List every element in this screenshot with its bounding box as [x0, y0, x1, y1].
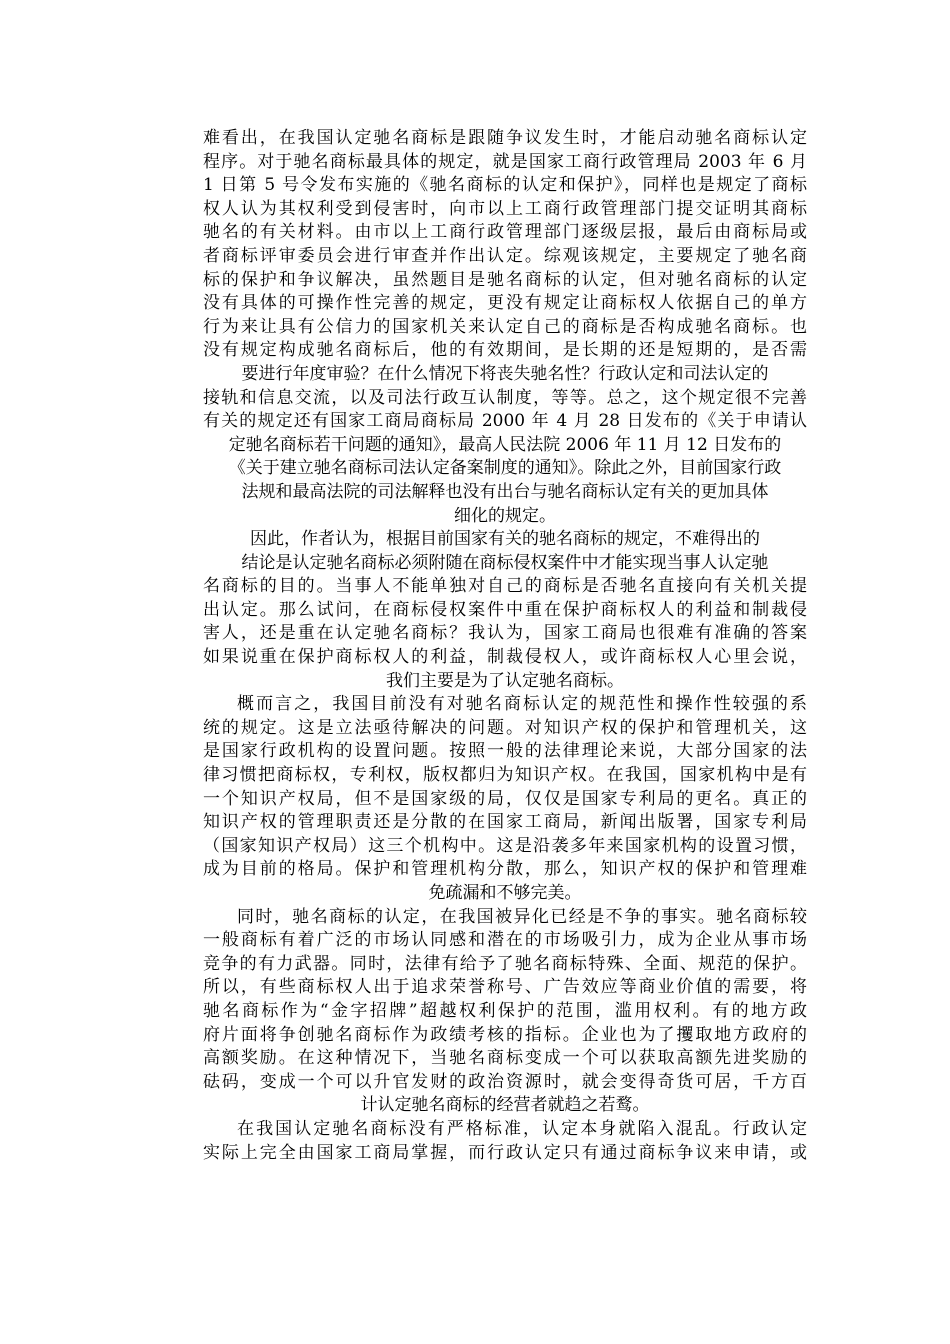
text-line: 接轨和信息交流，以及司法行政互认制度，等等。总之，这个规定很不完善 — [203, 387, 807, 408]
text-line: 一般商标有着广泛的市场认同感和潜在的市场吸引力，成为企业从事市场 — [203, 930, 807, 951]
text-line: 难看出，在我国认定驰名商标是跟随争议发生时，才能启动驰名商标认定 — [203, 128, 807, 148]
text-line: 权人认为其权利受到侵害时，向市以上工商行政管理部门提交证明其商标 — [203, 198, 807, 219]
text-line: 驰名商标作为“金字招牌”超越权利保护的范围，滥用权利。有的地方政 — [203, 1000, 807, 1021]
text-line: 结论是认定驰名商标必须附随在商标侵权案件中才能实现当事人认定驰 — [241, 552, 769, 573]
text-line: 免疏漏和不够完美。 — [428, 883, 582, 903]
text-line: 律习惯把商标权，专利权，版权都归为知识产权。在我国，国家机构中是有 — [203, 765, 807, 786]
document-body — [203, 127, 807, 1165]
text-line: 砝码，变成一个可以升官发财的政治资源时，就会变得奇货可居，千方百 — [203, 1071, 807, 1092]
text-line: 因此，作者认为，根据目前国家有关的驰名商标的规定，不难得出的 — [250, 529, 760, 550]
text-line: 驰名的有关材料。由市以上工商行政管理部门逐级层报，最后由商标局或 — [203, 222, 807, 243]
text-line: 所以，有些商标权人出于追求荣誉称号、广告效应等商业价值的需要，将 — [203, 977, 807, 998]
text-line: 有关的规定还有国家工商局商标局 2000 年 4 月 28 日发布的《关于申请认 — [203, 411, 807, 432]
text-line: 在我国认定驰名商标没有严格标准，认定本身就陷入混乱。行政认定 — [237, 1118, 807, 1139]
text-line: 概而言之，我国目前没有对驰名商标认定的规范性和操作性较强的系 — [237, 694, 807, 715]
text-line: 一个知识产权局，但不是国家级的局，仅仅是国家专利局的更名。真正的 — [203, 788, 807, 809]
text-line: 要进行年度审验？在什么情况下将丧失驰名性？行政认定和司法认定的 — [241, 363, 769, 384]
text-line: 细化的规定。 — [454, 505, 556, 526]
text-line: 同时，驰名商标的认定，在我国被异化已经是不争的事实。驰名商标较 — [237, 906, 807, 927]
text-line: （国家知识产权局）这三个机构中。这是沿袭多年来国家机构的设置习惯， — [203, 835, 807, 856]
text-line: 程序。对于驰名商标最具体的规定，就是国家工商行政管理局 2003 年 6 月 — [203, 151, 807, 172]
text-line: 行为来让具有公信力的国家机关来认定自己的商标是否构成驰名商标。也 — [203, 316, 807, 337]
text-line: 府片面将争创驰名商标作为政绩考核的指标。企业也为了攫取地方政府的 — [203, 1024, 807, 1045]
text-line: 《关于建立驰名商标司法认定备案制度的通知》。除此之外，目前国家行政 — [228, 458, 782, 479]
text-line: 1 日第 5 号令发布实施的《驰名商标的认定和保护》，同样也是规定了商标 — [203, 175, 807, 196]
text-line: 害人，还是重在认定驰名商标？我认为，国家工商局也很难有准确的答案 — [203, 623, 807, 644]
text-line: 计认定驰名商标的经营者就趋之若鹜。 — [360, 1095, 650, 1116]
text-line: 是国家行政机构的设置问题。按照一般的法律理论来说，大部分国家的法 — [203, 741, 807, 762]
text-line: 没有具体的可操作性完善的规定，更没有规定让商标权人依据自己的单方 — [203, 293, 807, 314]
text-line: 成为目前的格局。保护和管理机构分散，那么，知识产权的保护和管理难 — [203, 859, 807, 880]
text-line: 出认定。那么试问，在商标侵权案件中重在保护商标权人的利益和制裁侵 — [203, 599, 807, 620]
text-line: 竞争的有力武器。同时，法律有给予了驰名商标特殊、全面、规范的保护。 — [203, 953, 807, 974]
text-line: 高额奖励。在这种情况下，当驰名商标变成一个可以获取高额先进奖励的 — [203, 1048, 807, 1069]
text-line: 名商标的目的。当事人不能单独对自己的商标是否驰名直接向有关机关提 — [203, 576, 807, 597]
text-line: 统的规定。这是立法亟待解决的问题。对知识产权的保护和管理机关，这 — [203, 717, 807, 738]
text-line: 知识产权的管理职责还是分散的在国家工商局，新闻出版署，国家专利局 — [203, 812, 807, 833]
text-line: 者商标评审委员会进行审查并作出认定。综观该规定，主要规定了驰名商 — [203, 245, 807, 266]
text-line: 法规和最高法院的司法解释也没有出台与驰名商标认定有关的更加具体 — [241, 481, 769, 502]
text-line: 我们主要是为了认定驰名商标。 — [386, 670, 624, 691]
text-line: 没有规定构成驰名商标后，他的有效期间，是长期的还是短期的，是否需 — [203, 340, 807, 361]
text-line: 标的保护和争议解决，虽然题目是驰名商标的认定，但对驰名商标的认定 — [203, 269, 807, 290]
text-line: 实际上完全由国家工商局掌握，而行政认定只有通过商标争议来申请，或 — [203, 1142, 807, 1163]
text-line: 如果说重在保护商标权人的利益，制裁侵权人，或许商标权人心里会说， — [203, 647, 807, 668]
text-line: 定驰名商标若干问题的通知》，最高人民法院 2006 年 11 月 12 日发布的 — [228, 434, 782, 455]
